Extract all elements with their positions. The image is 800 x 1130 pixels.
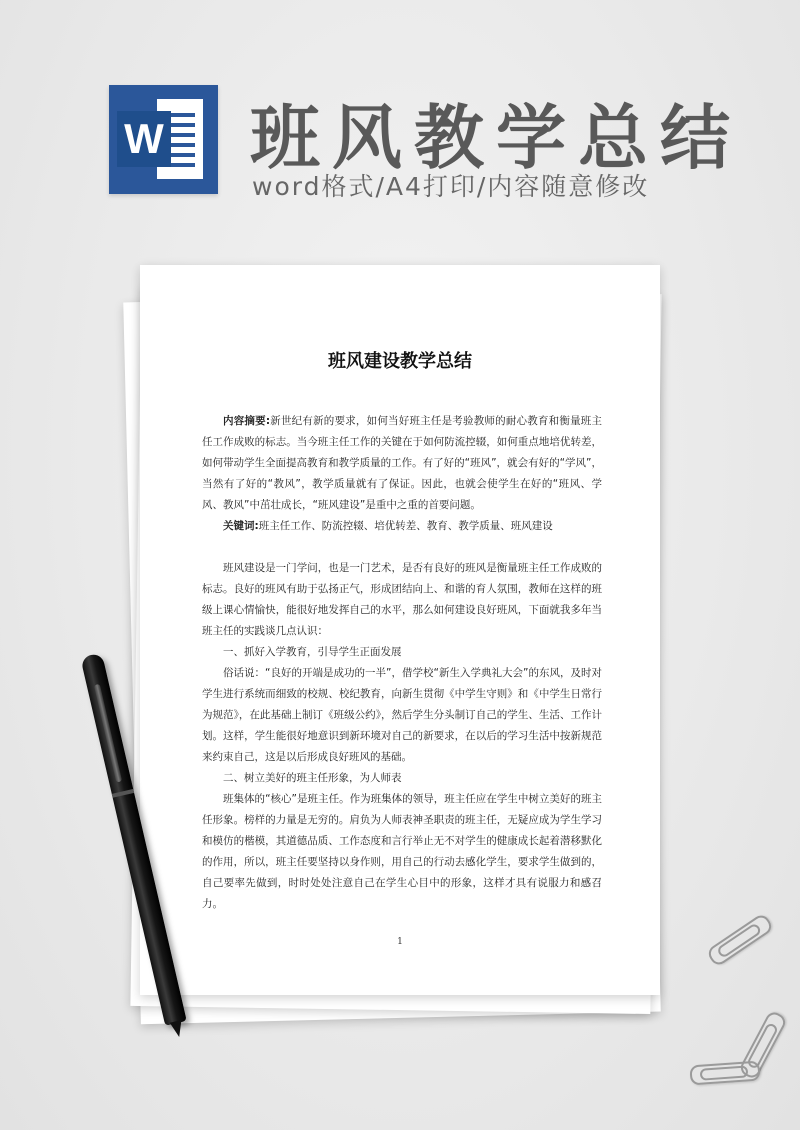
pen-clip bbox=[94, 684, 122, 783]
abstract-label: 内容摘要: bbox=[223, 415, 271, 427]
section-heading: 二、树立美好的班主任形象，为人师表 bbox=[223, 772, 402, 784]
body-paragraph: 班风建设是一门学问，也是一门艺术，是否有良好的班风是衡量班主任工作成败的标志。良好的班风有助于弘扬正气，形成团结向上、和谐的育人氛围，教师在这样的班级上课心情愉快，能很好地发挥自己的水平，那么如何建设良好班风，下面就我多年当班主任的实践谈几点认识： bbox=[202, 562, 602, 637]
document-body bbox=[202, 411, 602, 915]
body-paragraph: 俗话说：“良好的开端是成功的一半”，借学校“新生入学典礼大会”的东风，及时对学生进行系统而细致的校规、校纪教育，向新生贯彻《中学生守则》和《中学生日常行为规范》，在此基础上制订《班级公约》，然后学生分头制订自己的学生、生活、工作计划。这样，学生能很好地意识到新环境对自己的新要求，在以后的学习生活中按新规范来约束自己，这是以后形成良好班风的基础。 bbox=[202, 667, 602, 763]
keywords-paragraph bbox=[202, 516, 602, 537]
abstract-paragraph bbox=[202, 411, 602, 516]
word-letter: W bbox=[117, 111, 171, 167]
keywords-text: 班主任工作、防流控辍、培优转差、教育、教学质量、班风建设 bbox=[258, 520, 553, 532]
pen-band bbox=[112, 789, 134, 798]
document-page bbox=[140, 265, 660, 995]
page-number: 1 bbox=[397, 937, 403, 947]
page-title: 班风教学总结 bbox=[250, 97, 742, 179]
keywords-label: 关键词: bbox=[223, 520, 259, 532]
abstract-text: 新世纪有新的要求，如何当好班主任是考验教师的耐心教育和衡量班主任工作成败的标志。当今班主任工作的关键在于如何防流控辍，如何重点地培优转差，如何带动学生全面提高教育和教学质量的工作。有了好的“班风”，就会有好的“学风”，当然有了好的“教风”，教学质量就有了保证。因此，也就会使学生在好的“班风、学风、教风”中茁壮成长，“班风建设”是重中之重的首要问题。 bbox=[202, 415, 603, 511]
paperclip-icon bbox=[689, 1061, 760, 1086]
word-logo-icon bbox=[109, 85, 218, 194]
page-subtitle: word格式/A4打印/内容随意修改 bbox=[252, 172, 650, 201]
paperclip-icon bbox=[705, 912, 774, 968]
body-paragraph: 班集体的“核心”是班主任。作为班集体的领导，班主任应在学生中树立美好的班主任形象。榜样的力量是无穷的。肩负为人师表神圣职责的班主任，无疑应成为学生学习和模仿的楷模，其道德品质、工作态度和言行举止无不对学生的健康成长起着潜移默化的作用，所以，班主任要坚持以身作则，用自己的行动去感化学生，要求学生做到的，自己要率先做到，时时处处注意自己在学生心目中的形象，这样才具有说服力和感召力。 bbox=[202, 793, 602, 910]
section-heading: 一、抓好入学教育，引导学生正面发展 bbox=[223, 646, 402, 658]
document-title: 班风建设教学总结 bbox=[328, 351, 472, 372]
